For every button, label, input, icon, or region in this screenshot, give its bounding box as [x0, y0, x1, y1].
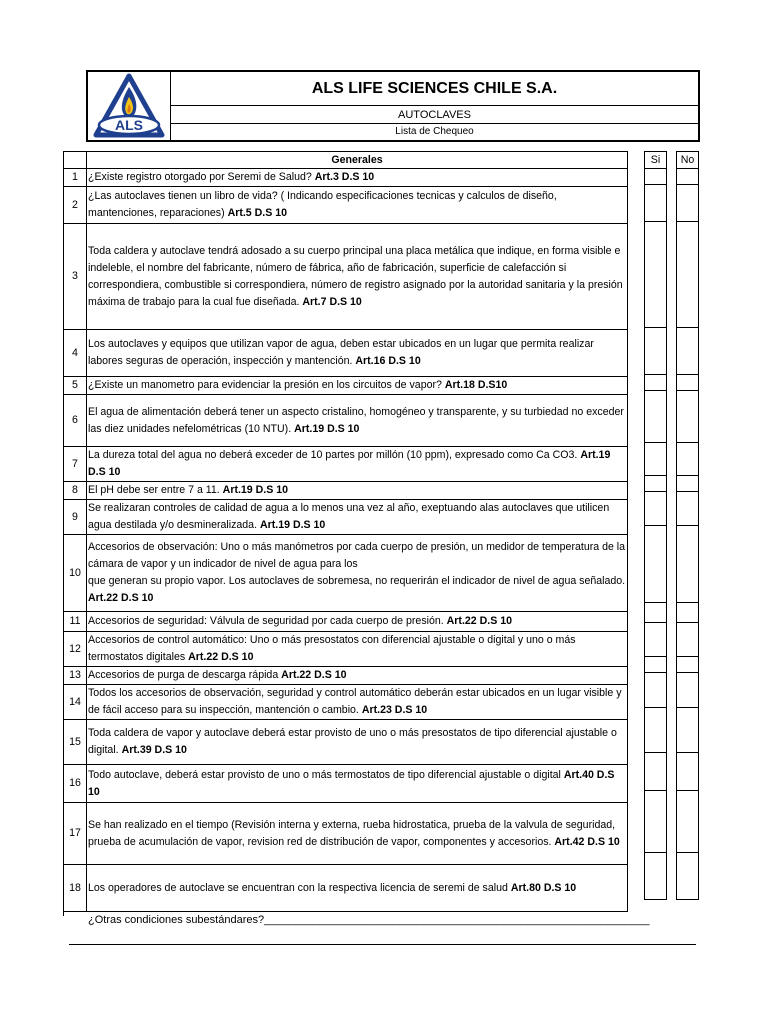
row-requirement	[87, 632, 628, 667]
no-checkbox-cell[interactable]	[677, 753, 699, 791]
legal-reference: Art.19 D.S 10	[222, 484, 289, 496]
no-checkbox-cell[interactable]	[677, 375, 699, 391]
no-checkbox-cell[interactable]	[677, 169, 699, 185]
other-conditions-question: ¿Otras condiciones subestándares?_______________________________________________________________	[88, 914, 650, 926]
footer-rule	[69, 944, 696, 945]
row-requirement	[87, 169, 628, 187]
legal-reference: Art.5 D.S 10	[227, 207, 288, 219]
legal-reference: Art.3 D.S 10	[314, 171, 375, 183]
legal-reference: Art.18 D.S10	[444, 379, 508, 391]
yes-checkbox-cell[interactable]	[645, 657, 667, 673]
row-number: 11	[64, 612, 87, 632]
requirement-text: Toda caldera de vapor y autoclave deberá estar provisto de uno o más presostatos de tipo diferencial ajustable o digital.	[88, 727, 617, 756]
yes-checkbox-cell[interactable]	[645, 791, 667, 853]
table-row	[64, 632, 628, 667]
legal-reference: Art.42 D.S 10	[554, 835, 620, 848]
requirement-text: Los operadores de autoclave se encuentran con la respectiva licencia de seremi de salud	[88, 881, 511, 894]
table-row	[64, 330, 628, 377]
requirement-text: Se realizaran controles de calidad de agua a lo menos una vez al año, exeptuando alas autoclaves que utilicen agua destilada y/o desmineralizada.	[88, 502, 610, 531]
legal-reference: Art.80 D.S 10	[510, 881, 577, 894]
table-row	[64, 395, 628, 447]
requirement-text: El agua de alimentación deberá tener un aspecto cristalino, homogéneo y transparente, y su turbiedad no exceder las diez unidades nefelométricas (10 NTU).	[88, 405, 624, 435]
als-logo	[89, 73, 169, 139]
row-number: 3	[64, 224, 87, 330]
no-checkbox-cell[interactable]	[677, 673, 699, 708]
yes-column-header: Si	[645, 152, 667, 169]
legal-reference: Art.22 D.S 10	[446, 615, 513, 627]
yes-checkbox-cell[interactable]	[645, 222, 667, 328]
no-checkbox-cell[interactable]	[677, 185, 699, 222]
row-number: 16	[64, 765, 87, 803]
row-requirement	[87, 377, 628, 395]
row-requirement	[87, 447, 628, 482]
yes-checkbox-cell[interactable]	[645, 185, 667, 222]
table-row	[64, 685, 628, 720]
table-row	[64, 187, 628, 224]
row-number: 4	[64, 330, 87, 377]
table-row	[64, 667, 628, 685]
requirement-text: Accesorios de seguridad: Válvula de seguridad por cada cuerpo de presión.	[88, 615, 447, 627]
row-requirement	[87, 535, 628, 612]
row-number: 1	[64, 169, 87, 187]
row-number: 15	[64, 720, 87, 765]
table-row	[64, 447, 628, 482]
row-number: 6	[64, 395, 87, 447]
table-row	[64, 720, 628, 765]
row-number: 10	[64, 535, 87, 612]
row-number: 13	[64, 667, 87, 685]
requirement-text: El pH debe ser entre 7 a 11.	[88, 484, 223, 496]
no-checkbox-cell[interactable]	[677, 623, 699, 657]
no-checkbox-cell[interactable]	[677, 853, 699, 900]
table-row	[64, 482, 628, 500]
requirement-text: Todo autoclave, deberá estar provisto de uno o más termostatos de tipo diferencial ajustable o digital	[88, 768, 564, 781]
row-number: 2	[64, 187, 87, 224]
no-checkbox-cell[interactable]	[677, 391, 699, 443]
yes-checkbox-cell[interactable]	[645, 708, 667, 753]
document-type: Lista de Chequeo	[395, 126, 474, 137]
table-row	[64, 500, 628, 535]
yes-checkbox-cell[interactable]	[645, 443, 667, 476]
legal-reference: Art.40 D.S 10	[88, 768, 615, 798]
yes-checkbox-cell[interactable]	[645, 375, 667, 391]
requirement-text: Todos los accesorios de observación, seguridad y control automático deberán estar ubicados en un lugar visible y de fácil acceso para su inspección, mantención o cambio.	[88, 687, 622, 716]
yes-checkbox-cell[interactable]	[645, 526, 667, 603]
row-requirement	[87, 482, 628, 500]
legal-reference: Art.22 D.S 10	[281, 669, 347, 681]
table-header-row	[64, 152, 628, 169]
row-number: 5	[64, 377, 87, 395]
yes-checkbox-cell[interactable]	[645, 753, 667, 791]
table-row	[64, 803, 628, 865]
row-requirement	[87, 720, 628, 765]
row-requirement	[87, 395, 628, 447]
row-requirement	[87, 667, 628, 685]
no-checkbox-cell[interactable]	[677, 492, 699, 526]
number-column-header	[64, 152, 87, 169]
requirement-text: ¿Existe registro otorgado por Seremi de Salud?	[88, 171, 315, 183]
requirement-text: ¿Las autoclaves tienen un libro de vida? ( Indicando especificaciones tecnicas y calculos de diseño, mantenciones, reparaciones)	[88, 190, 557, 219]
no-checkbox-cell[interactable]	[677, 657, 699, 673]
no-checkbox-cell[interactable]	[677, 476, 699, 492]
row-requirement	[87, 330, 628, 377]
legal-reference: Art.7 D.S 10	[302, 295, 362, 308]
logo-text: ALS	[115, 117, 143, 133]
no-checkbox-cell[interactable]	[677, 443, 699, 476]
no-checkbox-cell[interactable]	[677, 328, 699, 375]
row-requirement	[87, 187, 628, 224]
logo-cell	[88, 72, 171, 140]
row-requirement	[87, 685, 628, 720]
requirement-text: Se han realizado en el tiempo (Revisión interna y externa, rueba hidrostatica, prueba de la valvula de seguridad, prueba de acumulación de vapor, revision red de distribución de vapor, componentes y accesorios.	[88, 818, 616, 848]
no-checkbox-cell[interactable]	[677, 708, 699, 753]
no-checkbox-cell[interactable]	[677, 791, 699, 853]
yes-column	[644, 151, 667, 900]
requirement-text: La dureza total del agua no deberá exceder de 10 partes por millón (10 ppm), expresado como Ca CO3.	[88, 449, 581, 461]
company-title: ALS LIFE SCIENCES CHILE S.A.	[171, 72, 698, 106]
table-row	[64, 765, 628, 803]
legal-reference: Art.39 D.S 10	[121, 744, 187, 756]
requirement-text: Los autoclaves y equipos que utilizan vapor de agua, deben estar ubicados en un lugar que permita realizar labores seguras de operación, inspección y mantención.	[88, 338, 594, 367]
yes-checkbox-cell[interactable]	[645, 169, 667, 185]
row-number: 8	[64, 482, 87, 500]
document-header	[86, 70, 700, 142]
requirement-text: Accesorios de observación: Uno o más manómetros por cada cuerpo de presión, un medidor de temperatura de la cámara de vapor y un indicador de nivel de agua para los que generan su propio vapor. Los autoclaves de sobremesa, no requerirán el indicador de nivel de agua señalado.	[88, 541, 626, 587]
row-requirement	[87, 500, 628, 535]
row-requirement	[87, 612, 628, 632]
table-row	[64, 612, 628, 632]
document-subtitle: AUTOCLAVES	[171, 106, 698, 124]
no-column-header: No	[677, 152, 699, 169]
yes-checkbox-cell[interactable]	[645, 853, 667, 900]
requirement-text: Toda caldera y autoclave tendrá adosado a su cuerpo principal una placa metálica que indique, en forma visible e indeleble, el nombre del fabricante, número de fábrica, año de fabricación, superficie de calefacción si correspondiera, combustible si correspondiera, número de registro asignado por la autoridad sanitaria y la presión máxima de trabajo para la cual fue diseñada.	[88, 244, 623, 308]
legal-reference: Art.22 D.S 10	[88, 592, 154, 604]
legal-reference: Art.19 D.S 10	[88, 449, 611, 478]
no-checkbox-cell[interactable]	[677, 526, 699, 603]
row-number: 12	[64, 632, 87, 667]
row-requirement	[87, 865, 628, 912]
row-requirement	[87, 765, 628, 803]
row-number: 14	[64, 685, 87, 720]
legal-reference: Art.19 D.S 10	[259, 519, 326, 531]
legal-reference: Art.23 D.S 10	[361, 704, 428, 716]
yes-checkbox-cell[interactable]	[645, 673, 667, 708]
section-heading: Generales	[87, 152, 628, 169]
checklist-table	[63, 151, 628, 912]
requirement-text: ¿Existe un manometro para evidenciar la presión en los circuitos de vapor?	[88, 379, 445, 391]
checklist-rows	[64, 169, 628, 912]
table-row	[64, 535, 628, 612]
yes-checkbox-cell[interactable]	[645, 492, 667, 526]
table-row	[64, 224, 628, 330]
margin-tick	[63, 906, 64, 916]
yes-checkbox-cell[interactable]	[645, 623, 667, 657]
legal-reference: Art.22 D.S 10	[188, 651, 254, 663]
row-number: 7	[64, 447, 87, 482]
row-number: 9	[64, 500, 87, 535]
legal-reference: Art.16 D.S 10	[355, 355, 421, 367]
table-row	[64, 169, 628, 187]
row-requirement	[87, 224, 628, 330]
yes-checkbox-cell[interactable]	[645, 391, 667, 443]
no-checkbox-cell[interactable]	[677, 603, 699, 623]
no-checkbox-cell[interactable]	[677, 222, 699, 328]
row-number: 18	[64, 865, 87, 912]
table-row	[64, 377, 628, 395]
requirement-text: Accesorios de control automático: Uno o más presostatos con diferencial ajustable o digital y uno o más termostatos digitales	[88, 634, 576, 663]
yes-checkbox-cell[interactable]	[645, 476, 667, 492]
table-row	[64, 865, 628, 912]
row-number: 17	[64, 803, 87, 865]
no-column	[676, 151, 699, 900]
yes-checkbox-cell[interactable]	[645, 603, 667, 623]
yes-checkbox-cell[interactable]	[645, 328, 667, 375]
legal-reference: Art.19 D.S 10	[294, 422, 360, 435]
row-requirement	[87, 803, 628, 865]
requirement-text: Accesorios de purga de descarga rápida	[88, 669, 282, 681]
